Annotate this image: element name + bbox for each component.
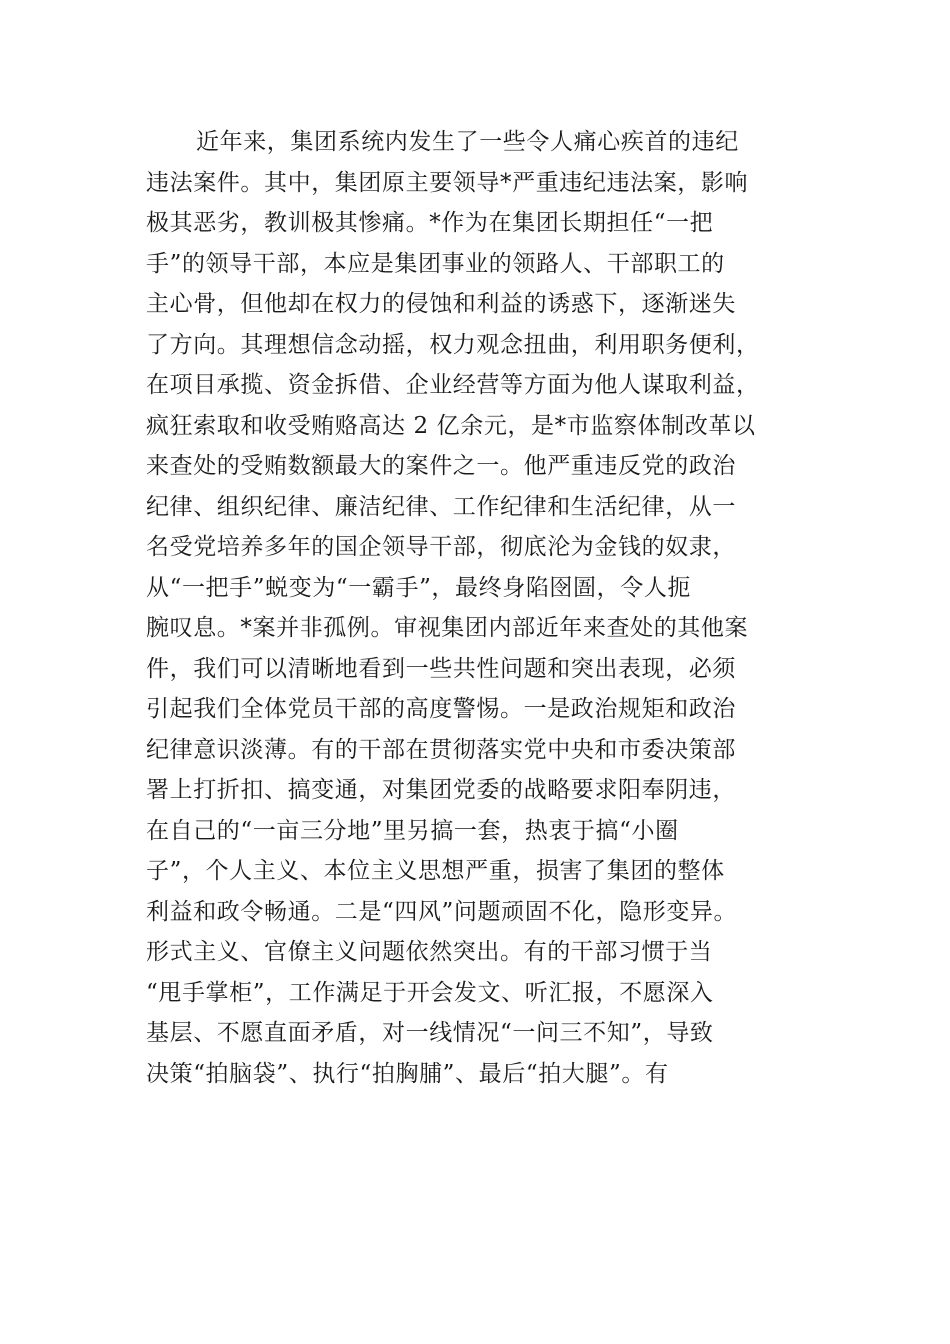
paragraph-line: 子”，个人主义、本位主义思想严重，损害了集团的整体: [146, 858, 725, 884]
paragraph-line: 疯狂索取和收受贿赂高达 2 亿余元，是*市监察体制改革以: [146, 412, 756, 439]
paragraph-line: 腕叹息。*案并非孤例。审视集团内部近年来查处的其他案: [146, 615, 749, 641]
paragraph-line: 了方向。其理想信念动摇，权力观念扭曲，利用职务便利，: [146, 331, 760, 358]
paragraph-line: 近年来，集团系统内发生了一些令人痛心疾首的违纪: [196, 129, 739, 155]
paragraph-line: 纪律意识淡薄。有的干部在贯彻落实党中央和市委决策部: [146, 736, 736, 763]
paragraph-line: 件，我们可以清晰地看到一些共性问题和突出表现，必须: [146, 655, 736, 682]
paragraph-line: 决策“拍脑袋”、执行“拍胸脯”、最后“拍大腿”。有: [146, 1060, 669, 1087]
paragraph-line: 手”的领导干部，本应是集团事业的领路人、干部职工的: [146, 250, 725, 277]
paragraph-line: 在项目承揽、资金拆借、企业经营等方面为他人谋取利益，: [146, 372, 760, 398]
paragraph-line: 从“一把手”蜕变为“一霸手”，最终身陷囹圄，令人扼: [146, 574, 692, 601]
paragraph-line: 署上打折扣、搞变通，对集团党委的战略要求阳奉阴违，: [146, 777, 736, 803]
paragraph-line: 引起我们全体党员干部的高度警惕。一是政治规矩和政治: [146, 696, 736, 722]
paragraph-line: 形式主义、官僚主义问题依然突出。有的干部习惯于当: [146, 939, 713, 965]
paragraph-line: 纪律、组织纪律、廉洁纪律、工作纪律和生活纪律，从一: [146, 493, 736, 520]
paragraph-line: 来查处的受贿数额最大的案件之一。他严重违反党的政治: [146, 453, 736, 479]
paragraph-line: 极其恶劣，教训极其惨痛。*作为在集团长期担任“一把: [146, 210, 714, 236]
paragraph-line: 基层、不愿直面矛盾，对一线情况“一问三不知”，导致: [146, 1020, 714, 1046]
paragraph-line: 违法案件。其中，集团原主要领导*严重违纪违法案，影响: [146, 169, 749, 196]
paragraph-line: 利益和政令畅通。二是“四风”问题顽固不化，隐形变异。: [146, 898, 738, 925]
paragraph-line: “甩手掌柜”，工作满足于开会发文、听汇报，不愿深入: [146, 979, 714, 1006]
paragraph-line: 主心骨，但他却在权力的侵蚀和利益的诱惑下，逐渐迷失: [146, 291, 736, 317]
paragraph-line: 名受党培养多年的国企领导干部，彻底沦为金钱的奴隶，: [146, 534, 736, 560]
paragraph-line: 在自己的“一亩三分地”里另搞一套，热衷于搞“小圈: [146, 817, 679, 844]
body-paragraph: [146, 122, 806, 1094]
